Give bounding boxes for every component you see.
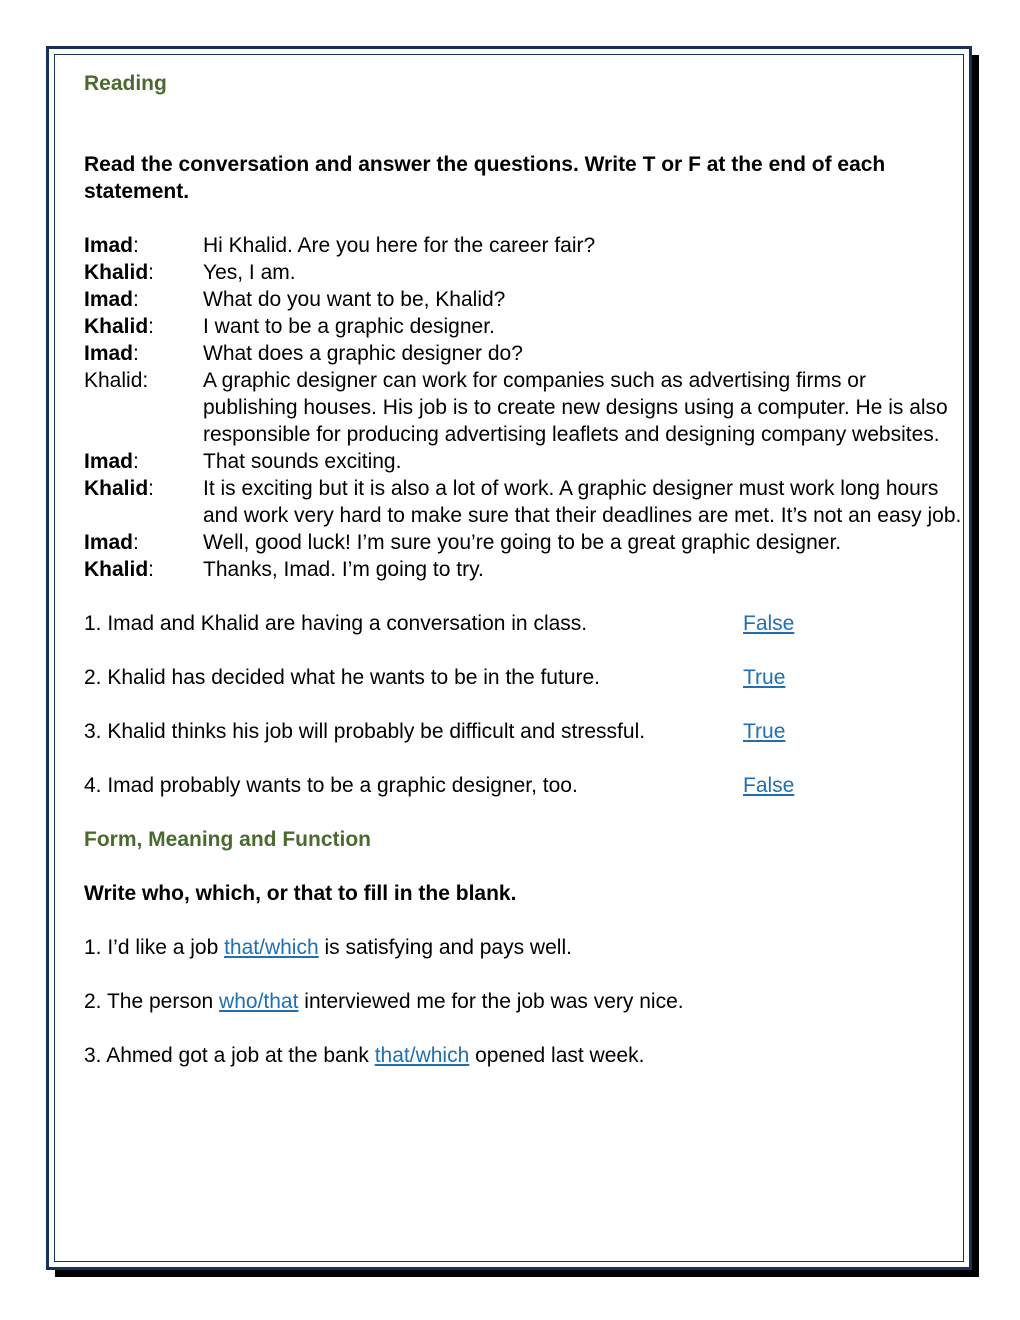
speaker-name: Khalid (84, 558, 149, 581)
fill-blank-item (84, 988, 964, 1015)
utterance: Thanks, Imad. I’m going to try. (203, 558, 484, 581)
utterance: It is exciting but it is also a lot of work. A graphic designer must work long hours and work very hard to make sure that their deadlines are met. It’s not an easy job. (203, 477, 962, 527)
dialog-line: Khalid: It is exciting but it is also a lot of work. A graphic designer must work long hours and work very hard to make sure that their deadlines are met. It’s not an easy job. (84, 477, 962, 527)
tf-question (84, 772, 964, 799)
fill-in-blank-items (84, 934, 964, 1069)
tf-question (84, 718, 964, 745)
dialog-line: Imad: Hi Khalid. Are you here for the career fair? (84, 232, 964, 259)
blank-answer[interactable]: that/which (374, 1044, 470, 1067)
worksheet-content (84, 70, 964, 1069)
dialog-line: Khalid: Yes, I am. (84, 259, 964, 286)
fill-blank-item (84, 1042, 964, 1069)
dialog-line: Imad: What does a graphic designer do? (84, 340, 964, 367)
dialog-line: Imad: That sounds exciting. (84, 448, 964, 475)
tf-answer[interactable]: False (743, 774, 795, 797)
tf-answer[interactable]: True (743, 720, 786, 743)
dialog-line: Imad: What do you want to be, Khalid? (84, 286, 964, 313)
utterance: Yes, I am. (203, 261, 296, 284)
speaker-name: Imad (84, 288, 134, 311)
speaker-name: Khalid (84, 315, 149, 338)
tf-statement: 3. Khalid thinks his job will probably be difficult and stressful. (84, 720, 646, 743)
true-false-questions (84, 610, 964, 799)
dialog-line: Khalid: A graphic designer can work for companies such as advertising firms or publishing houses. His job is to create new designs using a computer. He is also responsible for producing advertising leaflets and designing company websites. (84, 367, 964, 448)
dialog-line: Imad: Well, good luck! I’m sure you’re going to be a great graphic designer. (84, 529, 964, 556)
utterance: What do you want to be, Khalid? (203, 288, 506, 311)
speaker-name: Imad (84, 531, 134, 554)
utterance: A graphic designer can work for companies such as advertising firms or publishing houses. His job is to create new designs using a computer. He is also responsible for producing advertising leaflets and designing company websites. (203, 369, 948, 446)
tf-statement: 4. Imad probably wants to be a graphic designer, too. (84, 774, 578, 797)
tf-answer[interactable]: True (743, 666, 786, 689)
speaker-name: Khalid (84, 369, 143, 392)
speaker-name: Imad (84, 234, 134, 257)
item-text-before: 2. The person (84, 990, 220, 1013)
blank-answer[interactable]: who/that (219, 990, 299, 1013)
dialog-line: Khalid: Thanks, Imad. I’m going to try. (84, 556, 964, 583)
tf-statement: 1. Imad and Khalid are having a conversation in class. (84, 612, 588, 635)
form-heading: Form, Meaning and Function (84, 828, 371, 851)
dialog-line: Khalid: I want to be a graphic designer. (84, 313, 964, 340)
fill-blank-item (84, 934, 964, 961)
speaker-name: Khalid (84, 477, 149, 500)
utterance: Well, good luck! I’m sure you’re going to be a great graphic designer. (203, 531, 842, 554)
item-text-after: is satisfying and pays well. (318, 936, 572, 959)
tf-statement: 2. Khalid has decided what he wants to be in the future. (84, 666, 601, 689)
tf-answer[interactable]: False (743, 612, 795, 635)
speaker-name: Imad (84, 342, 134, 365)
tf-question (84, 610, 964, 637)
item-text-after: interviewed me for the job was very nice. (298, 990, 684, 1013)
conversation (84, 232, 964, 583)
reading-instruction: Read the conversation and answer the questions. Write T or F at the end of each statement. (84, 153, 886, 203)
utterance: That sounds exciting. (203, 450, 402, 473)
blank-answer[interactable]: that/which (224, 936, 319, 959)
speaker-name: Khalid (84, 261, 149, 284)
reading-heading: Reading (84, 72, 167, 95)
utterance: Hi Khalid. Are you here for the career fair? (203, 234, 596, 257)
utterance: I want to be a graphic designer. (203, 315, 495, 338)
item-text-before: 1. I’d like a job (84, 936, 225, 959)
tf-question (84, 664, 964, 691)
form-instruction: Write who, which, or that to fill in the blank. (84, 882, 517, 905)
item-text-before: 3. Ahmed got a job at the bank (84, 1044, 375, 1067)
speaker-name: Imad (84, 450, 134, 473)
utterance: What does a graphic designer do? (203, 342, 523, 365)
item-text-after: opened last week. (469, 1044, 645, 1067)
